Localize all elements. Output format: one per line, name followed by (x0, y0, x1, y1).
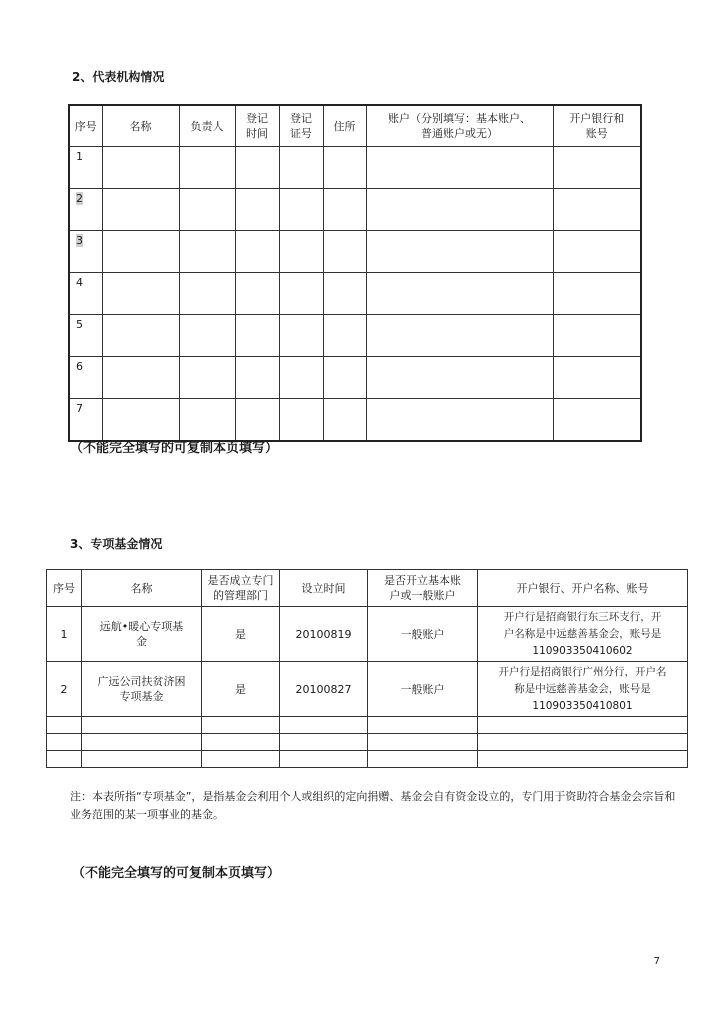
col-header-management-dept: 是否成立专门 的管理部门 (202, 570, 280, 607)
table-row (69, 147, 641, 189)
table-footnote: 注：本表所指“专项基金”，是指基金会利用个人或组织的定向捐赠、基金会自有资金设立的，专门用于资助符合基金会宗旨和业务范围的某一项事业的基金。 (70, 790, 676, 821)
fund-account-type: 一般账户 (368, 607, 478, 662)
col-header-registration-time: 登记 时间 (235, 105, 279, 147)
fund-bank-info: 开户行是招商银行广州分行，开户名 称是中远慈善基金会，账号是 110903350410801 (478, 662, 688, 717)
col-header-account-type: 是否开立基本账 户或一般账户 (368, 570, 478, 607)
fund-index: 1 (47, 607, 82, 662)
fund-index: 2 (47, 662, 82, 717)
col-header-bank-account: 开户银行和 账号 (553, 105, 641, 147)
fund-bank-info: 开户行是招商银行东三环支行，开 户名称是中远慈善基金会，账号是 110903350410602 (478, 607, 688, 662)
col-header-person-in-charge: 负责人 (179, 105, 235, 147)
fund-account-type: 一般账户 (368, 662, 478, 717)
col-header-name: 名称 (102, 105, 179, 147)
row-index: 3 (76, 234, 83, 247)
col-header-address: 住所 (323, 105, 366, 147)
page-number: 7 (653, 956, 660, 967)
table-row (47, 717, 688, 734)
row-index: 7 (69, 399, 102, 442)
col-header-name: 名称 (82, 570, 202, 607)
section2-title: 2、代表机构情况 (72, 70, 165, 84)
table-row (69, 273, 641, 315)
row-index: 1 (69, 147, 102, 189)
special-funds-table (46, 569, 688, 768)
table-row (69, 357, 641, 399)
table-row (69, 189, 641, 231)
fund-management-dept: 是 (202, 662, 280, 717)
row-index: 6 (69, 357, 102, 399)
fund-established-date: 20100819 (280, 607, 368, 662)
row-index: 2 (76, 192, 83, 205)
col-header-established-date: 设立时间 (280, 570, 368, 607)
table-row (69, 231, 641, 273)
col-header-index: 序号 (47, 570, 82, 607)
representative-offices-table (68, 104, 642, 442)
col-header-bank-info: 开户银行、开户名称、账号 (478, 570, 688, 607)
table-row (69, 315, 641, 357)
row-index: 5 (69, 315, 102, 357)
section3-title: 3、专项基金情况 (70, 537, 163, 551)
table-row (69, 399, 641, 442)
table-row (47, 662, 688, 717)
col-header-account: 账户（分别填写：基本账户、 普通账户或无） (366, 105, 553, 147)
table-row (47, 734, 688, 751)
fund-name: 广远公司扶贫济困 专项基金 (82, 662, 202, 717)
col-header-index: 序号 (69, 105, 102, 147)
copy-page-note: （不能完全填写的可复制本页填写） (70, 441, 279, 456)
fund-established-date: 20100827 (280, 662, 368, 717)
table-row (47, 607, 688, 662)
col-header-registration-number: 登记 证号 (279, 105, 323, 147)
fund-name: 远航•暖心专项基 金 (82, 607, 202, 662)
row-index: 4 (69, 273, 102, 315)
table-row (47, 751, 688, 768)
copy-page-note: （不能完全填写的可复制本页填写） (72, 866, 281, 881)
fund-management-dept: 是 (202, 607, 280, 662)
